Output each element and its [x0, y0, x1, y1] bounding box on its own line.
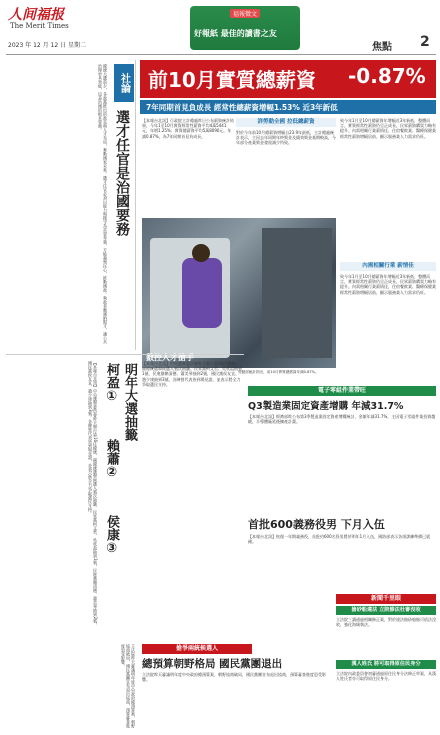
election-section: [6, 354, 244, 640]
newspaper-logo: 人间福报: [8, 7, 64, 23]
box1-label: 詳勞動全國 拉低總薪資: [236, 118, 336, 127]
banner-badge: 福報徵文: [230, 9, 260, 18]
sand-body: 立法院三讀通過相關修正案，對於違法抽砂船舶可依法沒收，強化海域執法。: [336, 617, 436, 628]
factory-photo: [142, 218, 336, 368]
headline-text: 前10月實質總薪資: [148, 68, 316, 92]
main-headline: [140, 60, 436, 98]
election-title-3: 賴蕭②: [104, 439, 119, 480]
main-col-3: 致今年1月至10月總薪資年增幅近3年新低，整體而言，實質經常性薪資仍呈正成長，民眾薪資購買力略有提升。內需相關行業薪情佳，住宿餐飲業、醫療保健業經常性薪資增幅居前，顯示服務業人力需求仍旺。: [340, 118, 436, 139]
budget-body-vert: 立法院昨天審議明年度中央政府總預算案，朝野協商破局，國民黨團宣布退出協商，預算審查進度恐受影響。: [121, 644, 136, 728]
editorial-body: 總統大選前夕，各政黨推出的政見與人才布局，牽動國家未來。選才任官必須以能力與操守為首要考量，方能凝聚民心、推動國政。執政者應廣納賢才，讓公共治理更具效能，這是治國的根本要務。: [98, 64, 108, 344]
masthead: [0, 0, 440, 58]
photo-caption: 數控人才搶手: [146, 353, 194, 362]
photo-note: 勞動部統計指出，前10月實質總薪資年減0.87%。: [238, 370, 319, 374]
editorial-section: [6, 60, 136, 350]
worker-head: [192, 244, 210, 262]
box2-label: 內需相關行業 薪情佳: [340, 262, 436, 271]
shelf-shape: [262, 228, 332, 358]
sand-title: 搶砂船違法 立院修法杜審沒收: [336, 606, 436, 615]
editorial-tag-text: 社論: [118, 73, 130, 93]
indigenous-title: 漢人姓氏 將可取得原住民身分: [336, 660, 436, 669]
election-title-1: 明年大選抽籤: [122, 363, 137, 441]
news-radar-bar: 新聞千里眼: [336, 594, 436, 604]
military-body: 【本報台北訊】恢復一年期義務役，首批約600名役男將於明年1月入伍，國防部表示各項訓練準備已就緒。: [248, 534, 431, 545]
military-headline: 首批600義務役男 下月入伍: [248, 518, 385, 531]
main-col-1: 【本報台北訊】行政院主計總處昨日公布薪資統計結果，今年1至10月實質經常性薪資平均4萬5441元，年增1.25%；實質總薪資平均5萬8090元，年減0.87%，為7年同期首見負成長。: [142, 118, 234, 139]
section-label: 焦點: [372, 42, 392, 53]
election-title-2: 柯盈①: [104, 363, 119, 404]
worker-figure: [182, 258, 222, 328]
banner-text: 好報紙 最佳的讀書之友: [194, 29, 277, 38]
budget-body: 立法院昨天審議明年度中央政府總預算案，朝野協商破局，國民黨團宣布退出協商，預算審查進度恐受影響。: [142, 672, 326, 683]
editorial-title: 選才任官是治國要務: [114, 110, 130, 236]
editorial-tag: [114, 64, 134, 102]
q3-body: 【本報台北訊】經濟部昨公布第3季製造業固定資產增購統計，金額年減31.7%，主因電子零組件業投資趨緩，半導體廠延後擴產計畫。: [248, 414, 436, 425]
electronics-bar: 電子零組件業帶旺: [248, 386, 436, 396]
masthead-rule: [6, 54, 436, 55]
election-body-right: 【本報台北訊】中央選舉委員會昨天舉行第16任總統、副總統選舉候選人號次抽籤。民眾黨柯文哲、吳欣盈抽到1號，民進黨賴清德、蕭美琴抽到2號，國民黨侯友宜、趙少康抽到3號。各陣營代表皆到場見證，並表示將全力爭取選民支持。: [142, 361, 242, 387]
election-title-4: 侯康③: [104, 515, 119, 556]
budget-bar: 搶爭兩統候選人: [142, 644, 252, 654]
election-body-left: 【本報台北訊】中央選舉委員會昨天舉行第16任總統、副總統選舉候選人號次抽籤。民眾黨柯文哲、吳欣盈抽到1號，民進黨賴清德、蕭美琴抽到2號，國民黨侯友宜、趙少康抽到3號。各陣營代表皆到場見證，並表示將全力爭取選民支持。: [88, 361, 98, 628]
newspaper-logo-en: The Merit Times: [10, 22, 69, 30]
headline-number: -0.87%: [348, 64, 426, 88]
page-number: 2: [420, 34, 430, 50]
main-col-3b: 致今年1月至10月總薪資年增幅近3年新低，整體而言，實質經常性薪資仍呈正成長，民眾薪資購買力略有提升。內需相關行業薪情佳，住宿餐飲業、醫療保健業經常性薪資增幅居前，顯示服務業人力需求仍旺。: [340, 274, 436, 295]
budget-headline: 總預算朝野格局 國民黨團退出: [142, 658, 283, 670]
q3-headline: Q3製造業固定資產增購 年減31.7%: [248, 401, 404, 412]
main-subhead: 7年同期首見負成長 經常性總薪資增幅1.53% 近3年新低: [140, 100, 436, 114]
main-col-2: 對於今年前10月總薪資增幅自23.9年最低，主計總處統計表示，主因去年同期年終獎金及績效獎金基期較高，今年部分產業獎金發放減少所致。: [236, 130, 336, 146]
indigenous-body: 立法院內政委員會初審通過原住民身分法修正草案，具漢人姓氏者亦可取得原住民身分。: [336, 671, 436, 682]
masthead-banner: [190, 6, 300, 50]
date-line: 2023 年 12 月 12 日 星期二: [8, 42, 86, 49]
